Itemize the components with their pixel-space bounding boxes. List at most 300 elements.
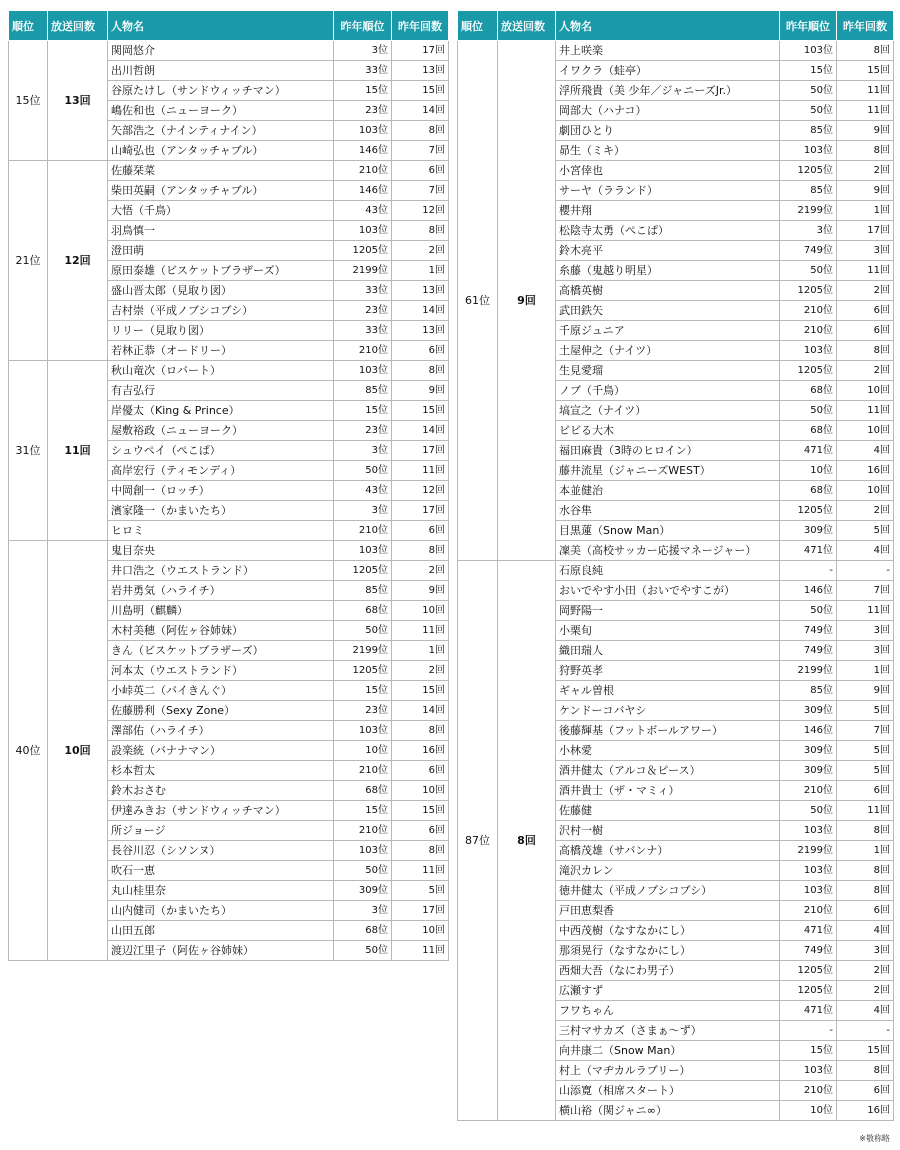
last-year-count: 15回 — [837, 1041, 894, 1061]
last-year-rank: 23位 — [334, 701, 392, 721]
last-year-rank: 210位 — [334, 761, 392, 781]
person-name: 高橋茂雄（サバンナ） — [556, 841, 780, 861]
ranking-table-left — [8, 10, 449, 961]
last-year-count: 5回 — [837, 741, 894, 761]
person-name: 川島明（麒麟） — [108, 601, 334, 621]
last-year-count: 5回 — [837, 701, 894, 721]
group-rank: 31位 — [9, 361, 48, 541]
last-year-count: 11回 — [392, 621, 449, 641]
person-name: 山内健司（かまいたち） — [108, 901, 334, 921]
last-year-rank: 103位 — [334, 221, 392, 241]
person-name: 西畑大吾（なにわ男子） — [556, 961, 780, 981]
last-year-rank: 146位 — [780, 581, 837, 601]
last-year-count: 2回 — [837, 501, 894, 521]
last-year-count: 6回 — [392, 521, 449, 541]
person-name: サーヤ（ラランド） — [556, 181, 780, 201]
person-name: ケンドーコバヤシ — [556, 701, 780, 721]
last-year-rank: 10位 — [780, 461, 837, 481]
last-year-count: 2回 — [837, 961, 894, 981]
person-name: 那須晃行（なすなかにし） — [556, 941, 780, 961]
last-year-rank: 146位 — [334, 141, 392, 161]
last-year-rank: - — [780, 1021, 837, 1041]
last-year-count: 14回 — [392, 101, 449, 121]
last-year-count: 15回 — [837, 61, 894, 81]
last-year-rank: 749位 — [780, 641, 837, 661]
last-year-count: 6回 — [837, 1081, 894, 1101]
last-year-rank: 85位 — [334, 381, 392, 401]
person-name: 屋敷裕政（ニューヨーク） — [108, 421, 334, 441]
last-year-rank: 1205位 — [780, 161, 837, 181]
last-year-rank: 50位 — [334, 941, 392, 961]
last-year-count: 16回 — [837, 1101, 894, 1121]
last-year-count: 12回 — [392, 481, 449, 501]
last-year-count: 3回 — [837, 641, 894, 661]
last-year-count: 2回 — [837, 281, 894, 301]
last-year-rank: 210位 — [780, 321, 837, 341]
last-year-rank: 309位 — [780, 741, 837, 761]
group-count: 10回 — [48, 541, 108, 961]
last-year-count: 2回 — [837, 161, 894, 181]
person-name: 櫻井翔 — [556, 201, 780, 221]
last-year-count: 11回 — [837, 81, 894, 101]
last-year-rank: 103位 — [780, 821, 837, 841]
last-year-rank: 15位 — [334, 401, 392, 421]
last-year-rank: 68位 — [780, 421, 837, 441]
last-year-rank: 309位 — [780, 701, 837, 721]
last-year-count: 8回 — [837, 881, 894, 901]
last-year-count: 17回 — [392, 441, 449, 461]
person-name: 盛山晋太郎（見取り図） — [108, 281, 334, 301]
last-year-count: 11回 — [392, 461, 449, 481]
last-year-count: 8回 — [392, 541, 449, 561]
last-year-count: 6回 — [392, 161, 449, 181]
last-year-rank: 2199位 — [780, 841, 837, 861]
person-name: 若林正恭（オードリー） — [108, 341, 334, 361]
person-name: 本並健治 — [556, 481, 780, 501]
header-count: 放送回数 — [48, 11, 108, 41]
header-rank: 順位 — [458, 11, 498, 41]
last-year-count: 14回 — [392, 421, 449, 441]
last-year-rank: 749位 — [780, 941, 837, 961]
last-year-count: 10回 — [392, 781, 449, 801]
last-year-count: 8回 — [837, 861, 894, 881]
last-year-count: 6回 — [837, 781, 894, 801]
person-name: 後藤輝基（フットボールアワー） — [556, 721, 780, 741]
person-name: 生見愛瑠 — [556, 361, 780, 381]
person-name: 鈴木おさむ — [108, 781, 334, 801]
last-year-count: 17回 — [837, 221, 894, 241]
last-year-rank: 210位 — [780, 781, 837, 801]
person-name: ビビる大木 — [556, 421, 780, 441]
last-year-rank: 103位 — [334, 541, 392, 561]
person-name: 設楽統（バナナマン） — [108, 741, 334, 761]
person-name: 凜美（高校サッカー応援マネージャー） — [556, 541, 780, 561]
last-year-count: - — [837, 561, 894, 581]
last-year-count: 12回 — [392, 201, 449, 221]
person-name: 大悟（千鳥） — [108, 201, 334, 221]
last-year-count: 3回 — [837, 621, 894, 641]
last-year-rank: 146位 — [334, 181, 392, 201]
person-name: おいでやす小田（おいでやすこが） — [556, 581, 780, 601]
person-name: 三村マサカズ（さまぁ～ず） — [556, 1021, 780, 1041]
last-year-rank: 3位 — [334, 41, 392, 61]
group-count: 11回 — [48, 361, 108, 541]
last-year-count: 9回 — [392, 381, 449, 401]
person-name: 滝沢カレン — [556, 861, 780, 881]
group-count: 12回 — [48, 161, 108, 361]
header-row — [458, 11, 894, 41]
person-name: 原田泰雄（ビスケットブラザーズ） — [108, 261, 334, 281]
header-last-rank: 昨年順位 — [780, 11, 837, 41]
person-name: ヒロミ — [108, 521, 334, 541]
last-year-rank: 23位 — [334, 101, 392, 121]
last-year-rank: 3位 — [334, 441, 392, 461]
last-year-count: 7回 — [837, 581, 894, 601]
last-year-count: 11回 — [392, 861, 449, 881]
person-name: 佐藤勝利（Sexy Zone） — [108, 701, 334, 721]
last-year-rank: 15位 — [334, 81, 392, 101]
last-year-count: 8回 — [837, 141, 894, 161]
last-year-rank: 50位 — [780, 101, 837, 121]
last-year-rank: 50位 — [780, 601, 837, 621]
person-name: 劇団ひとり — [556, 121, 780, 141]
person-name: 谷原たけし（サンドウィッチマン） — [108, 81, 334, 101]
last-year-rank: 103位 — [780, 1061, 837, 1081]
header-last-rank: 昨年順位 — [334, 11, 392, 41]
person-name: 徳井健太（平成ノブシコブシ） — [556, 881, 780, 901]
person-name: 糸藤（鬼越り明星） — [556, 261, 780, 281]
person-name: 山添寛（相席スタート） — [556, 1081, 780, 1101]
last-year-rank: 68位 — [780, 381, 837, 401]
last-year-count: 8回 — [837, 1061, 894, 1081]
person-name: 千原ジュニア — [556, 321, 780, 341]
last-year-rank: 103位 — [334, 121, 392, 141]
person-name: 高橋英樹 — [556, 281, 780, 301]
last-year-rank: 15位 — [334, 681, 392, 701]
last-year-count: 14回 — [392, 301, 449, 321]
footnote: ※敬称略 — [859, 1134, 890, 1143]
last-year-count: 8回 — [392, 841, 449, 861]
last-year-rank: 43位 — [334, 481, 392, 501]
last-year-count: 9回 — [392, 581, 449, 601]
person-name: 長谷川忍（シソンヌ） — [108, 841, 334, 861]
last-year-rank: 309位 — [780, 521, 837, 541]
last-year-rank: 103位 — [334, 361, 392, 381]
person-name: 柴田英嗣（アンタッチャブル） — [108, 181, 334, 201]
last-year-count: 6回 — [837, 301, 894, 321]
last-year-rank: 2199位 — [780, 201, 837, 221]
last-year-count: 8回 — [392, 121, 449, 141]
last-year-rank: 50位 — [334, 461, 392, 481]
last-year-count: 15回 — [392, 801, 449, 821]
last-year-count: 6回 — [837, 321, 894, 341]
last-year-count: 17回 — [392, 901, 449, 921]
person-name: 小宮倖也 — [556, 161, 780, 181]
last-year-count: 11回 — [837, 261, 894, 281]
last-year-count: 5回 — [837, 521, 894, 541]
last-year-rank: 43位 — [334, 201, 392, 221]
group-rank: 21位 — [9, 161, 48, 361]
last-year-rank: 85位 — [780, 121, 837, 141]
last-year-count: 4回 — [837, 1001, 894, 1021]
last-year-count: 7回 — [392, 181, 449, 201]
last-year-count: 1回 — [392, 641, 449, 661]
person-name: 岡野陽一 — [556, 601, 780, 621]
last-year-count: 13回 — [392, 61, 449, 81]
last-year-rank: 15位 — [334, 801, 392, 821]
person-name: 酒井健太（アルコ＆ピース） — [556, 761, 780, 781]
header-row — [9, 11, 449, 41]
last-year-rank: 103位 — [334, 841, 392, 861]
person-name: 松陰寺太勇（ぺこぱ） — [556, 221, 780, 241]
last-year-rank: 2199位 — [334, 641, 392, 661]
person-name: 河本太（ウエストランド） — [108, 661, 334, 681]
person-name: 沢村一樹 — [556, 821, 780, 841]
last-year-rank: 50位 — [334, 861, 392, 881]
last-year-count: 13回 — [392, 321, 449, 341]
last-year-count: 10回 — [392, 601, 449, 621]
last-year-rank: 1205位 — [334, 661, 392, 681]
person-name: シュウペイ（ぺこぱ） — [108, 441, 334, 461]
last-year-rank: 1205位 — [334, 241, 392, 261]
last-year-count: 6回 — [392, 821, 449, 841]
last-year-rank: 33位 — [334, 321, 392, 341]
person-name: 岸優太（King & Prince） — [108, 401, 334, 421]
person-name: 秋山竜次（ロバート） — [108, 361, 334, 381]
person-name: 伊達みきお（サンドウィッチマン） — [108, 801, 334, 821]
person-name: 佐藤栞菜 — [108, 161, 334, 181]
person-name: 狩野英孝 — [556, 661, 780, 681]
last-year-rank: 749位 — [780, 241, 837, 261]
last-year-rank: 210位 — [334, 821, 392, 841]
last-year-rank: 3位 — [780, 221, 837, 241]
last-year-rank: - — [780, 561, 837, 581]
last-year-count: 8回 — [837, 821, 894, 841]
person-name: 羽鳥慎一 — [108, 221, 334, 241]
person-name: 岡部大（ハナコ） — [556, 101, 780, 121]
last-year-rank: 85位 — [334, 581, 392, 601]
last-year-count: 2回 — [392, 241, 449, 261]
last-year-count: 5回 — [837, 761, 894, 781]
last-year-rank: 3位 — [334, 501, 392, 521]
last-year-count: 11回 — [837, 601, 894, 621]
last-year-count: 1回 — [837, 201, 894, 221]
person-name: 小栗旬 — [556, 621, 780, 641]
person-name: 濱家隆一（かまいたち） — [108, 501, 334, 521]
table-row — [458, 41, 894, 61]
header-rank: 順位 — [9, 11, 48, 41]
last-year-rank: 103位 — [780, 141, 837, 161]
last-year-rank: 68位 — [334, 781, 392, 801]
person-name: 織田瑞人 — [556, 641, 780, 661]
person-name: 澄田萌 — [108, 241, 334, 261]
last-year-count: 1回 — [837, 661, 894, 681]
last-year-count: 6回 — [392, 761, 449, 781]
person-name: 福田麻貴（3時のヒロイン） — [556, 441, 780, 461]
table-row — [9, 161, 449, 181]
person-name: 石原良純 — [556, 561, 780, 581]
table-row — [9, 41, 449, 61]
last-year-count: 5回 — [392, 881, 449, 901]
person-name: 井上咲楽 — [556, 41, 780, 61]
last-year-rank: 68位 — [780, 481, 837, 501]
group-count: 9回 — [498, 41, 556, 561]
last-year-count: 4回 — [837, 541, 894, 561]
last-year-count: 7回 — [837, 721, 894, 741]
last-year-rank: 103位 — [780, 861, 837, 881]
last-year-count: 4回 — [837, 441, 894, 461]
last-year-count: 8回 — [392, 361, 449, 381]
person-name: 浮所飛貴（美 少年／ジャニーズJr.） — [556, 81, 780, 101]
last-year-count: 10回 — [837, 381, 894, 401]
last-year-rank: 1205位 — [780, 281, 837, 301]
last-year-rank: 68位 — [334, 601, 392, 621]
group-rank: 15位 — [9, 41, 48, 161]
person-name: 所ジョージ — [108, 821, 334, 841]
person-name: 中西茂樹（なすなかにし） — [556, 921, 780, 941]
last-year-rank: 15位 — [780, 61, 837, 81]
last-year-count: 2回 — [837, 361, 894, 381]
person-name: 鈴木亮平 — [556, 241, 780, 261]
last-year-count: 11回 — [392, 941, 449, 961]
last-year-rank: 3位 — [334, 901, 392, 921]
header-last-count: 昨年回数 — [837, 11, 894, 41]
person-name: 岩井勇気（ハライチ） — [108, 581, 334, 601]
last-year-count: 2回 — [392, 561, 449, 581]
group-rank: 40位 — [9, 541, 48, 961]
last-year-rank: 1205位 — [780, 361, 837, 381]
person-name: 杉本哲太 — [108, 761, 334, 781]
person-name: 渡辺江里子（阿佐ヶ谷姉妹） — [108, 941, 334, 961]
last-year-count: - — [837, 1021, 894, 1041]
last-year-rank: 23位 — [334, 421, 392, 441]
last-year-rank: 15位 — [780, 1041, 837, 1061]
last-year-rank: 103位 — [780, 881, 837, 901]
person-name: 小林愛 — [556, 741, 780, 761]
last-year-count: 1回 — [837, 841, 894, 861]
last-year-rank: 2199位 — [334, 261, 392, 281]
last-year-count: 8回 — [837, 41, 894, 61]
last-year-count: 10回 — [837, 481, 894, 501]
last-year-count: 11回 — [837, 801, 894, 821]
last-year-count: 3回 — [837, 941, 894, 961]
person-name: 有吉弘行 — [108, 381, 334, 401]
last-year-rank: 2199位 — [780, 661, 837, 681]
person-name: ノブ（千鳥） — [556, 381, 780, 401]
last-year-rank: 85位 — [780, 681, 837, 701]
last-year-count: 16回 — [392, 741, 449, 761]
group-count: 8回 — [498, 561, 556, 1121]
last-year-count: 8回 — [392, 721, 449, 741]
header-name: 人物名 — [108, 11, 334, 41]
person-name: 武田鉄矢 — [556, 301, 780, 321]
last-year-rank: 309位 — [334, 881, 392, 901]
last-year-count: 6回 — [837, 901, 894, 921]
ranking-table-right — [457, 10, 894, 1121]
last-year-count: 10回 — [392, 921, 449, 941]
person-name: 木村美穂（阿佐ヶ谷姉妹） — [108, 621, 334, 641]
last-year-rank: 33位 — [334, 281, 392, 301]
last-year-count: 9回 — [837, 181, 894, 201]
last-year-rank: 309位 — [780, 761, 837, 781]
group-rank: 61位 — [458, 41, 498, 561]
last-year-rank: 103位 — [780, 341, 837, 361]
last-year-rank: 210位 — [334, 341, 392, 361]
last-year-rank: 50位 — [334, 621, 392, 641]
last-year-rank: 1205位 — [780, 961, 837, 981]
person-name: 水谷隼 — [556, 501, 780, 521]
last-year-rank: 23位 — [334, 301, 392, 321]
person-name: 丸山桂里奈 — [108, 881, 334, 901]
header-count: 放送回数 — [498, 11, 556, 41]
last-year-rank: 10位 — [334, 741, 392, 761]
person-name: 出川哲朗 — [108, 61, 334, 81]
last-year-rank: 210位 — [334, 161, 392, 181]
person-name: 高岸宏行（ティモンディ） — [108, 461, 334, 481]
person-name: 矢部浩之（ナインティナイン） — [108, 121, 334, 141]
person-name: 酒井貴士（ザ・マミィ） — [556, 781, 780, 801]
last-year-count: 9回 — [837, 681, 894, 701]
last-year-rank: 146位 — [780, 721, 837, 741]
last-year-rank: 471位 — [780, 441, 837, 461]
last-year-rank: 1205位 — [780, 981, 837, 1001]
last-year-rank: 210位 — [780, 901, 837, 921]
person-name: イワクラ（蛙亭） — [556, 61, 780, 81]
person-name: 昴生（ミキ） — [556, 141, 780, 161]
person-name: 土屋伸之（ナイツ） — [556, 341, 780, 361]
last-year-rank: 50位 — [780, 401, 837, 421]
last-year-count: 8回 — [837, 341, 894, 361]
last-year-count: 15回 — [392, 681, 449, 701]
last-year-count: 16回 — [837, 461, 894, 481]
last-year-count: 8回 — [392, 221, 449, 241]
header-last-count: 昨年回数 — [392, 11, 449, 41]
person-name: フワちゃん — [556, 1001, 780, 1021]
person-name: 鬼目奈央 — [108, 541, 334, 561]
last-year-rank: 50位 — [780, 261, 837, 281]
person-name: 佐藤健 — [556, 801, 780, 821]
last-year-rank: 471位 — [780, 1001, 837, 1021]
person-name: 関岡悠介 — [108, 41, 334, 61]
last-year-rank: 1205位 — [334, 561, 392, 581]
last-year-rank: 103位 — [780, 41, 837, 61]
last-year-rank: 68位 — [334, 921, 392, 941]
last-year-count: 15回 — [392, 81, 449, 101]
person-name: 塙宣之（ナイツ） — [556, 401, 780, 421]
last-year-rank: 210位 — [780, 1081, 837, 1101]
last-year-count: 13回 — [392, 281, 449, 301]
person-name: 目黒蓮（Snow Man） — [556, 521, 780, 541]
last-year-rank: 210位 — [780, 301, 837, 321]
last-year-count: 1回 — [392, 261, 449, 281]
table-row — [9, 361, 449, 381]
last-year-rank: 10位 — [780, 1101, 837, 1121]
last-year-rank: 50位 — [780, 801, 837, 821]
person-name: ギャル曽根 — [556, 681, 780, 701]
last-year-count: 2回 — [392, 661, 449, 681]
last-year-count: 11回 — [837, 101, 894, 121]
person-name: 吉村崇（平成ノブシコブシ） — [108, 301, 334, 321]
last-year-count: 6回 — [392, 341, 449, 361]
last-year-rank: 210位 — [334, 521, 392, 541]
last-year-rank: 85位 — [780, 181, 837, 201]
person-name: 中岡創一（ロッチ） — [108, 481, 334, 501]
group-count: 13回 — [48, 41, 108, 161]
person-name: 村上（マヂカルラブリー） — [556, 1061, 780, 1081]
last-year-count: 4回 — [837, 921, 894, 941]
person-name: 澤部佑（ハライチ） — [108, 721, 334, 741]
person-name: 嶋佐和也（ニューヨーク） — [108, 101, 334, 121]
